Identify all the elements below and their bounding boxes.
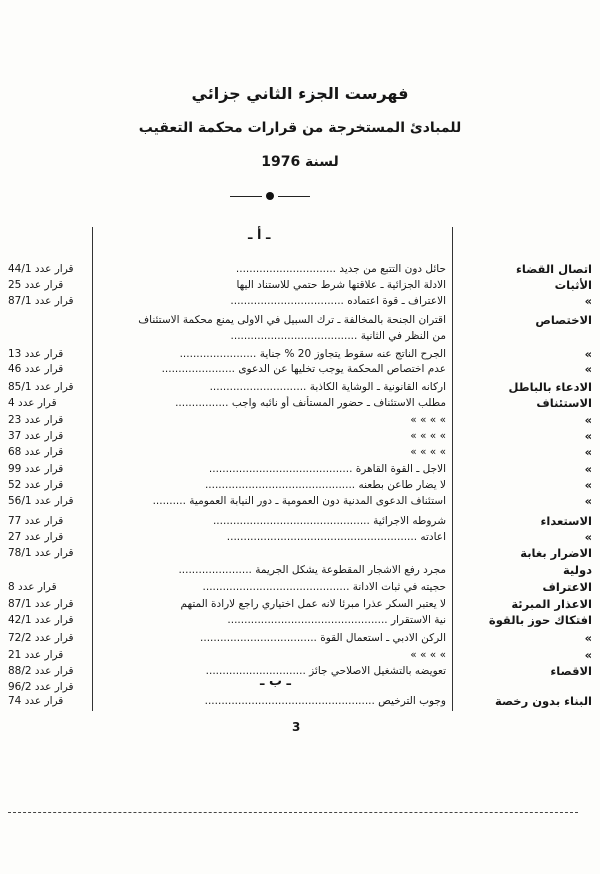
- index-row-topic: الاعتراف ـ قوة اعتماده ..................................: [230, 295, 446, 307]
- index-row-decision-ref: قرار عدد 44/1: [8, 263, 74, 275]
- index-row-category: الاستعداء: [540, 514, 592, 528]
- index-row-topic: شروطه الاجرائية ...............................................: [212, 515, 446, 527]
- index-row-decision-ref: قرار عدد 72/2: [8, 632, 74, 644]
- index-row-decision-ref: قرار عدد 23: [8, 414, 64, 426]
- index-row-category: »: [584, 429, 592, 443]
- index-row-decision-ref: قرار عدد 27: [8, 531, 64, 543]
- index-row-category: الأثبات: [554, 278, 592, 292]
- index-row-topic: حائل دون التتبع من جديد ..............................: [235, 263, 446, 275]
- index-row-decision-ref: قرار عدد 87/1: [8, 598, 74, 610]
- index-row-decision-ref: قرار عدد 42/1: [8, 614, 74, 626]
- index-row-decision-ref: قرار عدد 37: [8, 430, 64, 442]
- index-row-topic: اركانه القانونية ـ الوشاية الكاذبة .............................: [209, 381, 446, 393]
- index-year: لسنة 1976: [261, 154, 339, 170]
- index-row-decision-ref: قرار عدد 21: [8, 649, 64, 661]
- index-row-category: البناء بدون رخصة: [495, 694, 592, 708]
- index-row-category: »: [584, 347, 592, 361]
- index-row: [0, 362, 600, 382]
- index-row-topic: من النظر في الثانية ......................................: [230, 330, 446, 342]
- index-row-topic: الجرح الناتج عنه سقوط يتجاوز 20 % جناية .......................: [179, 348, 446, 360]
- index-row-decision-ref: قرار عدد 68: [8, 446, 64, 458]
- index-row-topic: الاجل ـ القوة القاهرة ...........................................: [208, 463, 446, 475]
- index-row-category: »: [584, 478, 592, 492]
- index-row-decision-ref: قرار عدد 52: [8, 479, 64, 491]
- index-row-topic: حجيته في ثبات الادانة ............................................: [202, 581, 446, 593]
- index-row-category: »: [584, 462, 592, 476]
- index-row-decision-ref: قرار عدد 87/1: [8, 295, 74, 307]
- index-row-decision-ref: قرار عدد 13: [8, 348, 64, 360]
- page-number: 3: [292, 720, 301, 734]
- index-row: [0, 294, 600, 314]
- index-row-decision-ref: قرار عدد 56/1: [8, 495, 74, 507]
- index-row-category: الاختصاص: [535, 313, 592, 327]
- index-row-topic: وجوب الترخيص ...................................................: [204, 695, 446, 707]
- index-row-decision-ref: قرار عدد 88/2: [8, 665, 74, 677]
- index-row-category: »: [584, 530, 592, 544]
- index-row-category: الادعاء بالباطل: [508, 380, 592, 394]
- index-row-decision-ref: قرار عدد 8: [8, 581, 57, 593]
- index-row: [0, 329, 600, 349]
- index-row-decision-ref: قرار عدد 77: [8, 515, 64, 527]
- index-row-category: »: [584, 494, 592, 508]
- title-ornament: [230, 192, 310, 200]
- index-row: [0, 694, 600, 714]
- index-subtitle: للمبادئ المستخرجة من قرارات محكمة التعقيب: [138, 120, 462, 136]
- index-row-category: »: [584, 631, 592, 645]
- index-row-category: الاعتراف: [542, 580, 592, 594]
- index-row-category: افتكاك حوز بالقوة: [488, 613, 592, 627]
- index-row-topic: الادلة الجزائية ـ علاقتها شرط حتمي للاستناد اليها: [236, 279, 446, 291]
- index-row-decision-ref: قرار عدد 96/2: [8, 681, 74, 693]
- index-row-topic: مجرد رفع الاشجار المقطوعة يشكل الجريمة ......................: [178, 564, 446, 576]
- index-row-category: الاعذار المبرئة: [511, 597, 592, 611]
- index-row-category: الاستئناف: [536, 396, 592, 410]
- index-row-category: »: [584, 445, 592, 459]
- index-row-decision-ref: قرار عدد 4: [8, 397, 57, 409]
- index-row-decision-ref: قرار عدد 25: [8, 279, 64, 291]
- index-row-topic: » » » »: [410, 649, 446, 661]
- index-row-topic: لا يعتبر السكر عذرا مبرئا لانه عمل اختياري راجع لارادة المتهم: [180, 598, 446, 610]
- index-row: [0, 613, 600, 633]
- index-row-category: الاضرار بغابة: [520, 546, 592, 560]
- index-row-category: »: [584, 294, 592, 308]
- index-row-topic: لا يضار طاعن بطعنه .............................................: [204, 479, 446, 491]
- index-row-topic: نية الاستقرار ................................................: [227, 614, 446, 626]
- index-row-decision-ref: قرار عدد 78/1: [8, 547, 74, 559]
- index-row-decision-ref: قرار عدد 74: [8, 695, 64, 707]
- index-title: فهرست الجزء الثاني جزائي: [191, 84, 409, 103]
- index-row-topic: » » » »: [410, 430, 446, 442]
- index-row-topic: اقتران الجنحة بالمخالفة ـ ترك السبيل في الاولى يمنع محكمة الاستئناف: [138, 314, 446, 326]
- index-row-category: »: [584, 413, 592, 427]
- index-row-category: اتصال القضاء: [516, 262, 592, 276]
- section-heading-ba: ـ ب ـ: [260, 674, 292, 689]
- index-row: [0, 494, 600, 514]
- index-row-category: »: [584, 648, 592, 662]
- index-row-topic: عدم اختصاص المحكمة يوجب تخليها عن الدعوى ......................: [161, 363, 446, 375]
- index-row-topic: » » » »: [410, 446, 446, 458]
- index-row-category: الاقصاء: [550, 664, 592, 678]
- index-row-topic: الركن الادبي ـ استعمال القوة ...................................: [200, 632, 446, 644]
- index-row-decision-ref: قرار عدد 46: [8, 363, 64, 375]
- index-row-topic: استئناف الدعوى المدنية دون العمومية ـ دور النيابة العمومية ..........: [152, 495, 446, 507]
- index-row-decision-ref: قرار عدد 99: [8, 463, 64, 475]
- section-heading-alif: ـ أ ـ: [248, 228, 271, 243]
- index-row-decision-ref: قرار عدد 85/1: [8, 381, 74, 393]
- bottom-rule: [8, 812, 578, 813]
- index-row-topic: مطلب الاستئناف ـ حضور المستأنف أو نائبه واجب ................: [175, 397, 446, 409]
- index-row-topic: تعويضه بالتشغيل الاصلاحي جائز ..............................: [205, 665, 446, 677]
- index-row-topic: » » » »: [410, 414, 446, 426]
- index-row-topic: اعادته .........................................................: [226, 531, 446, 543]
- index-row-category: »: [584, 362, 592, 376]
- index-row-category: دولية: [562, 563, 592, 577]
